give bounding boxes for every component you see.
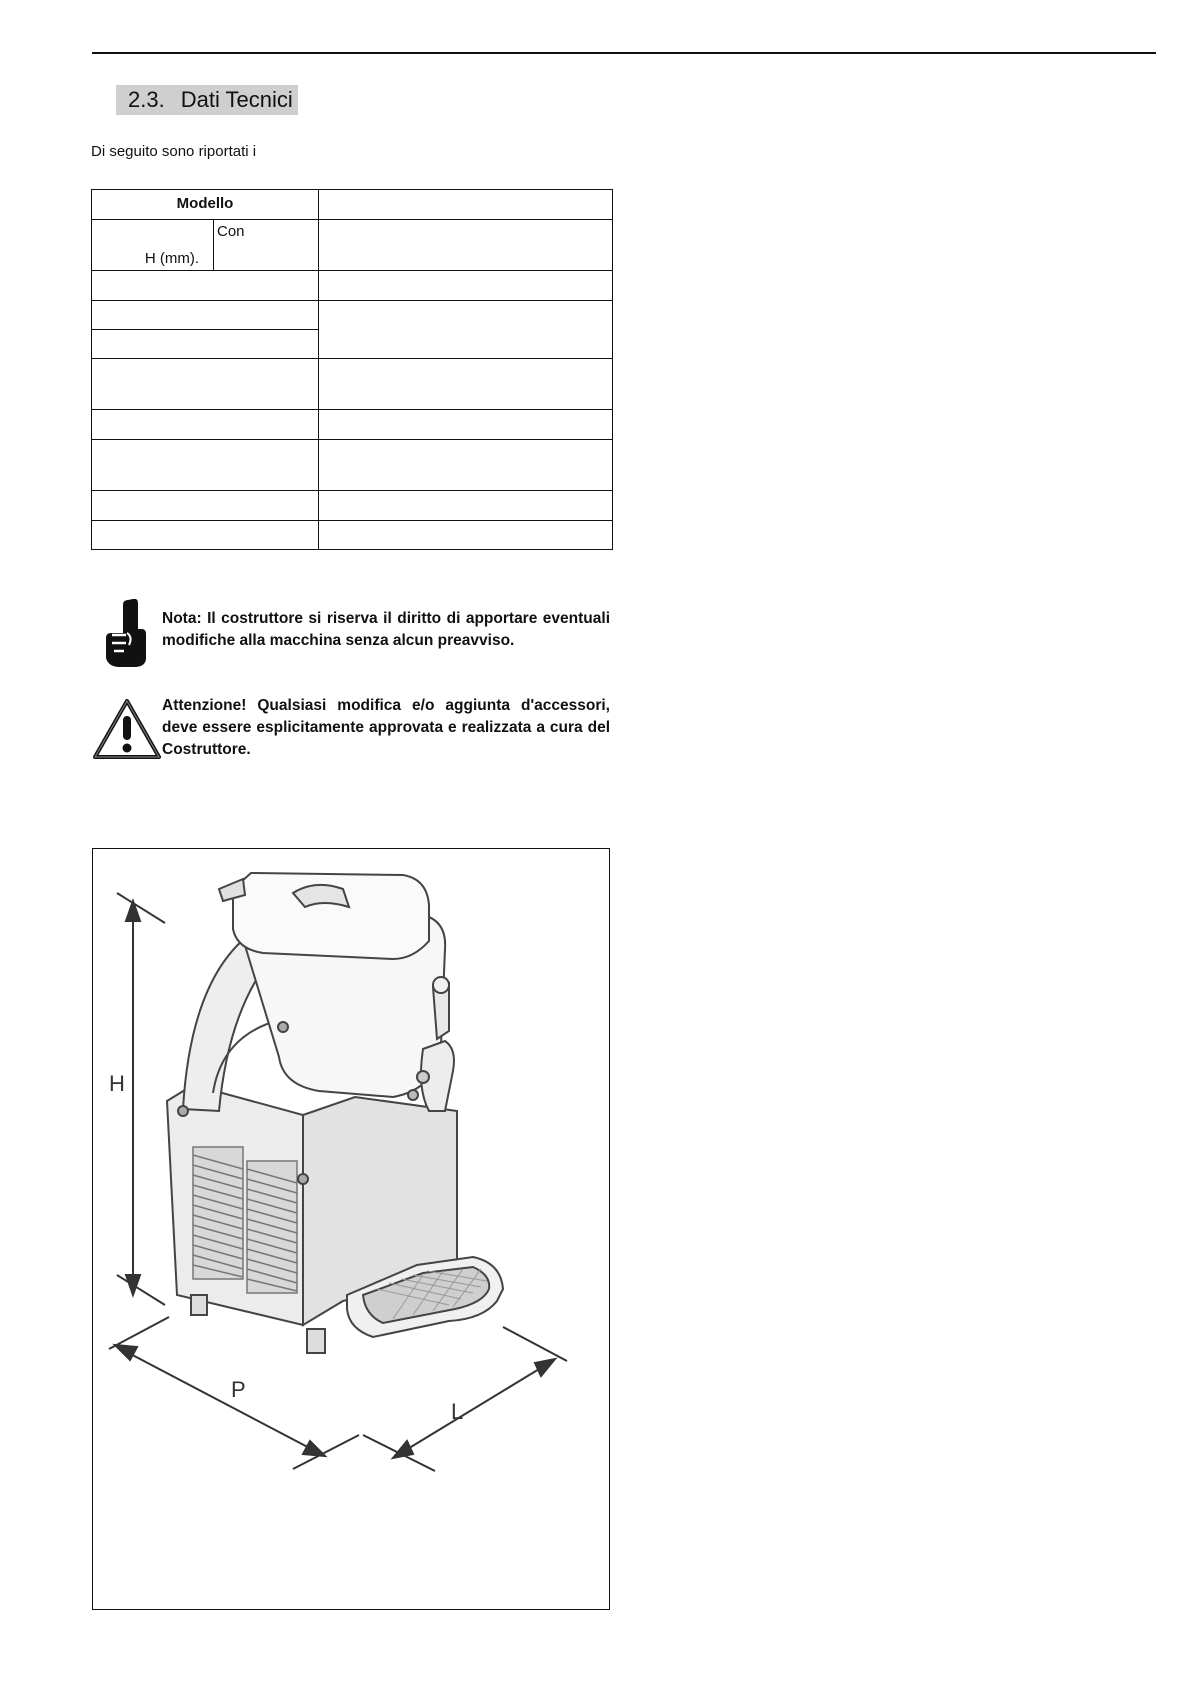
- table-cell: [92, 410, 319, 440]
- table-cell: [319, 410, 613, 440]
- table-cell: [92, 491, 319, 521]
- note-text: Nota: Il costruttore si riserva il diritto di apportare eventuali modifiche alla macchina senza alcun preavviso.: [162, 610, 610, 649]
- technical-data-table: [91, 189, 613, 550]
- table-row: [92, 521, 613, 550]
- height-dimension: [117, 893, 165, 1305]
- intro-text: Di seguito sono riportati i: [91, 143, 257, 160]
- table-cell: [92, 330, 319, 359]
- dimension-sub-label: Con: [214, 220, 319, 271]
- dimension-label-h: H: [109, 1071, 125, 1096]
- model-value: [319, 190, 613, 220]
- table-cell: [319, 440, 613, 491]
- pointing-hand-icon: [103, 597, 151, 669]
- table-cell: [92, 301, 319, 330]
- machine-dimension-figure: [92, 848, 610, 1610]
- machine-illustration: [93, 849, 611, 1611]
- table-cell: [319, 359, 613, 410]
- table-cell: [92, 521, 319, 550]
- table-row: [92, 301, 613, 330]
- table-cell: [319, 301, 613, 359]
- table-cell: [319, 521, 613, 550]
- table-cell: [319, 491, 613, 521]
- dimension-label: H (mm).: [92, 220, 214, 271]
- table-row: [92, 359, 613, 410]
- warning-text: Attenzione! Qualsiasi modifica e/o aggiunta d'accessori, deve essere esplicitamente approvata e realizzata a cura del Costruttore.: [162, 697, 610, 758]
- table-cell: [92, 440, 319, 491]
- table-cell: [92, 271, 319, 301]
- width-dimension: [363, 1327, 567, 1471]
- section-heading: [116, 85, 298, 115]
- dimension-value: [319, 220, 613, 271]
- table-row: [92, 220, 613, 271]
- table-cell: [319, 271, 613, 301]
- table-row: [92, 190, 613, 220]
- machine-body: [167, 873, 503, 1353]
- dimension-label-l: L: [451, 1399, 464, 1424]
- dimension-label-p: P: [231, 1377, 246, 1402]
- header-rule: [92, 52, 1156, 54]
- model-header: Modello: [92, 190, 319, 220]
- section-number: 2.3.: [128, 87, 165, 112]
- warning-triangle-icon: [92, 697, 162, 761]
- section-title: Dati Tecnici: [180, 87, 293, 112]
- table-cell: [92, 359, 319, 410]
- table-row: [92, 271, 613, 301]
- table-row: [92, 491, 613, 521]
- table-row: [92, 410, 613, 440]
- table-row: [92, 440, 613, 491]
